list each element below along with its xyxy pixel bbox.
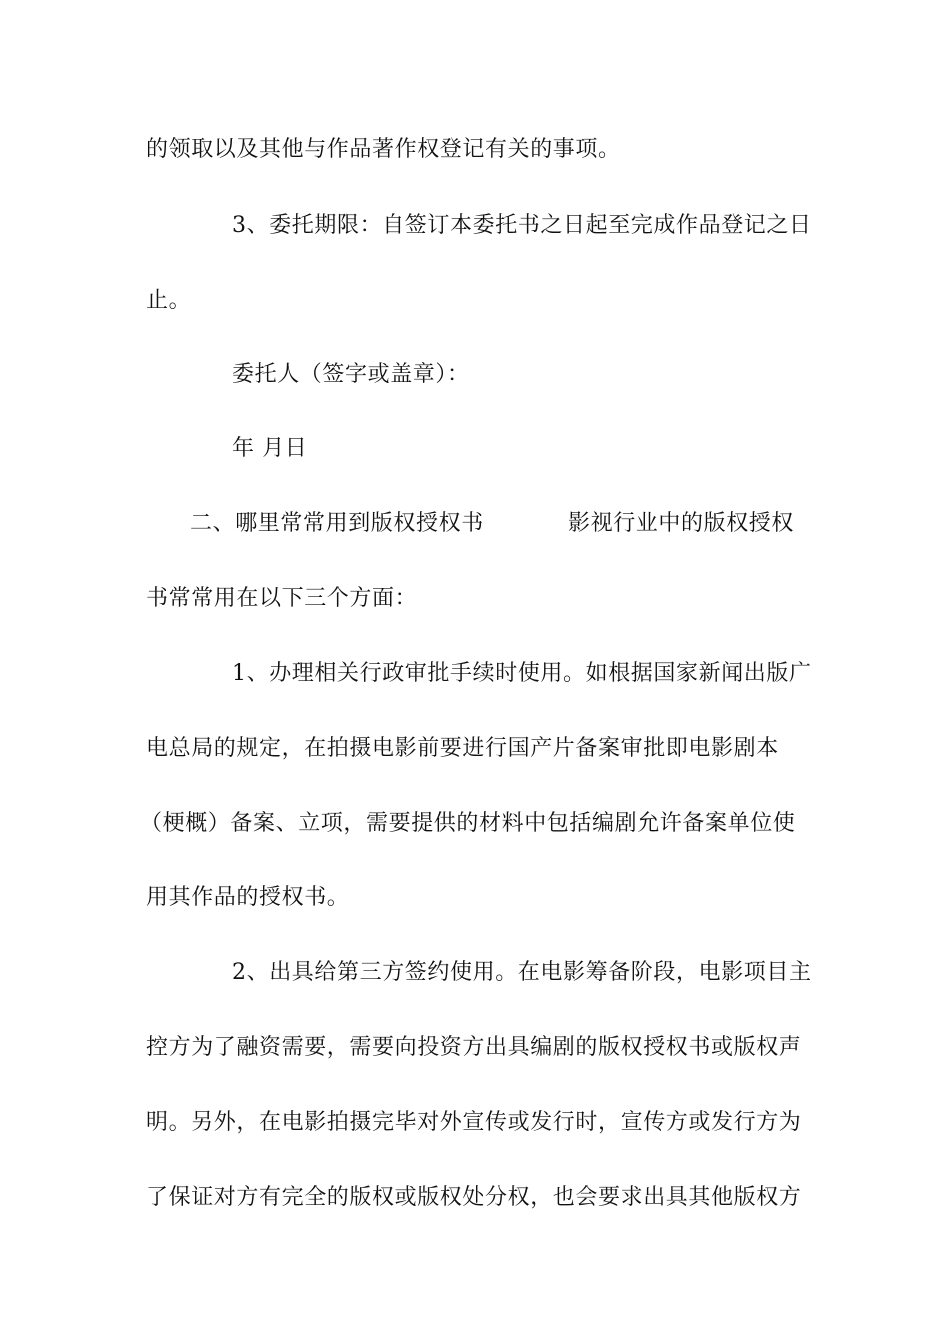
text-line: 书常常用在以下三个方面： bbox=[146, 586, 418, 611]
text-line: 控方为了融资需要，需要向投资方出具编剧的版权授权书或版权声 bbox=[146, 1035, 802, 1060]
text-line: 用其作品的授权书。 bbox=[146, 885, 350, 910]
text-line: 2、出具给第三方签约使用。在电影筹备阶段，电影项目主 bbox=[232, 960, 812, 985]
text-line: 明。另外，在电影拍摄完毕对外宣传或发行时，宣传方或发行方为 bbox=[146, 1110, 802, 1135]
section-heading: 二、哪里常常用到版权授权书 bbox=[190, 511, 484, 536]
text-line: （梗概）备案、立项，需要提供的材料中包括编剧允许备案单位使 bbox=[140, 811, 796, 836]
text-line: 了保证对方有完全的版权或版权处分权，也会要求出具其他版权方 bbox=[146, 1185, 802, 1210]
text-line: 3、委托期限：自签订本委托书之日起至完成作品登记之日 bbox=[232, 213, 812, 238]
text-line: 止。 bbox=[146, 288, 192, 313]
text-line: 委托人（签字或盖章）： bbox=[232, 362, 470, 387]
text-line: 1、办理相关行政审批手续时使用。如根据国家新闻出版广 bbox=[232, 661, 812, 686]
text-line: 电总局的规定，在拍摄电影前要进行国产片备案审批即电影剧本 bbox=[146, 736, 779, 761]
text-line: 的领取以及其他与作品著作权登记有关的事项。 bbox=[146, 137, 621, 162]
text-line: 影视行业中的版权授权 bbox=[568, 511, 795, 536]
text-line: 年 月日 bbox=[232, 436, 308, 461]
